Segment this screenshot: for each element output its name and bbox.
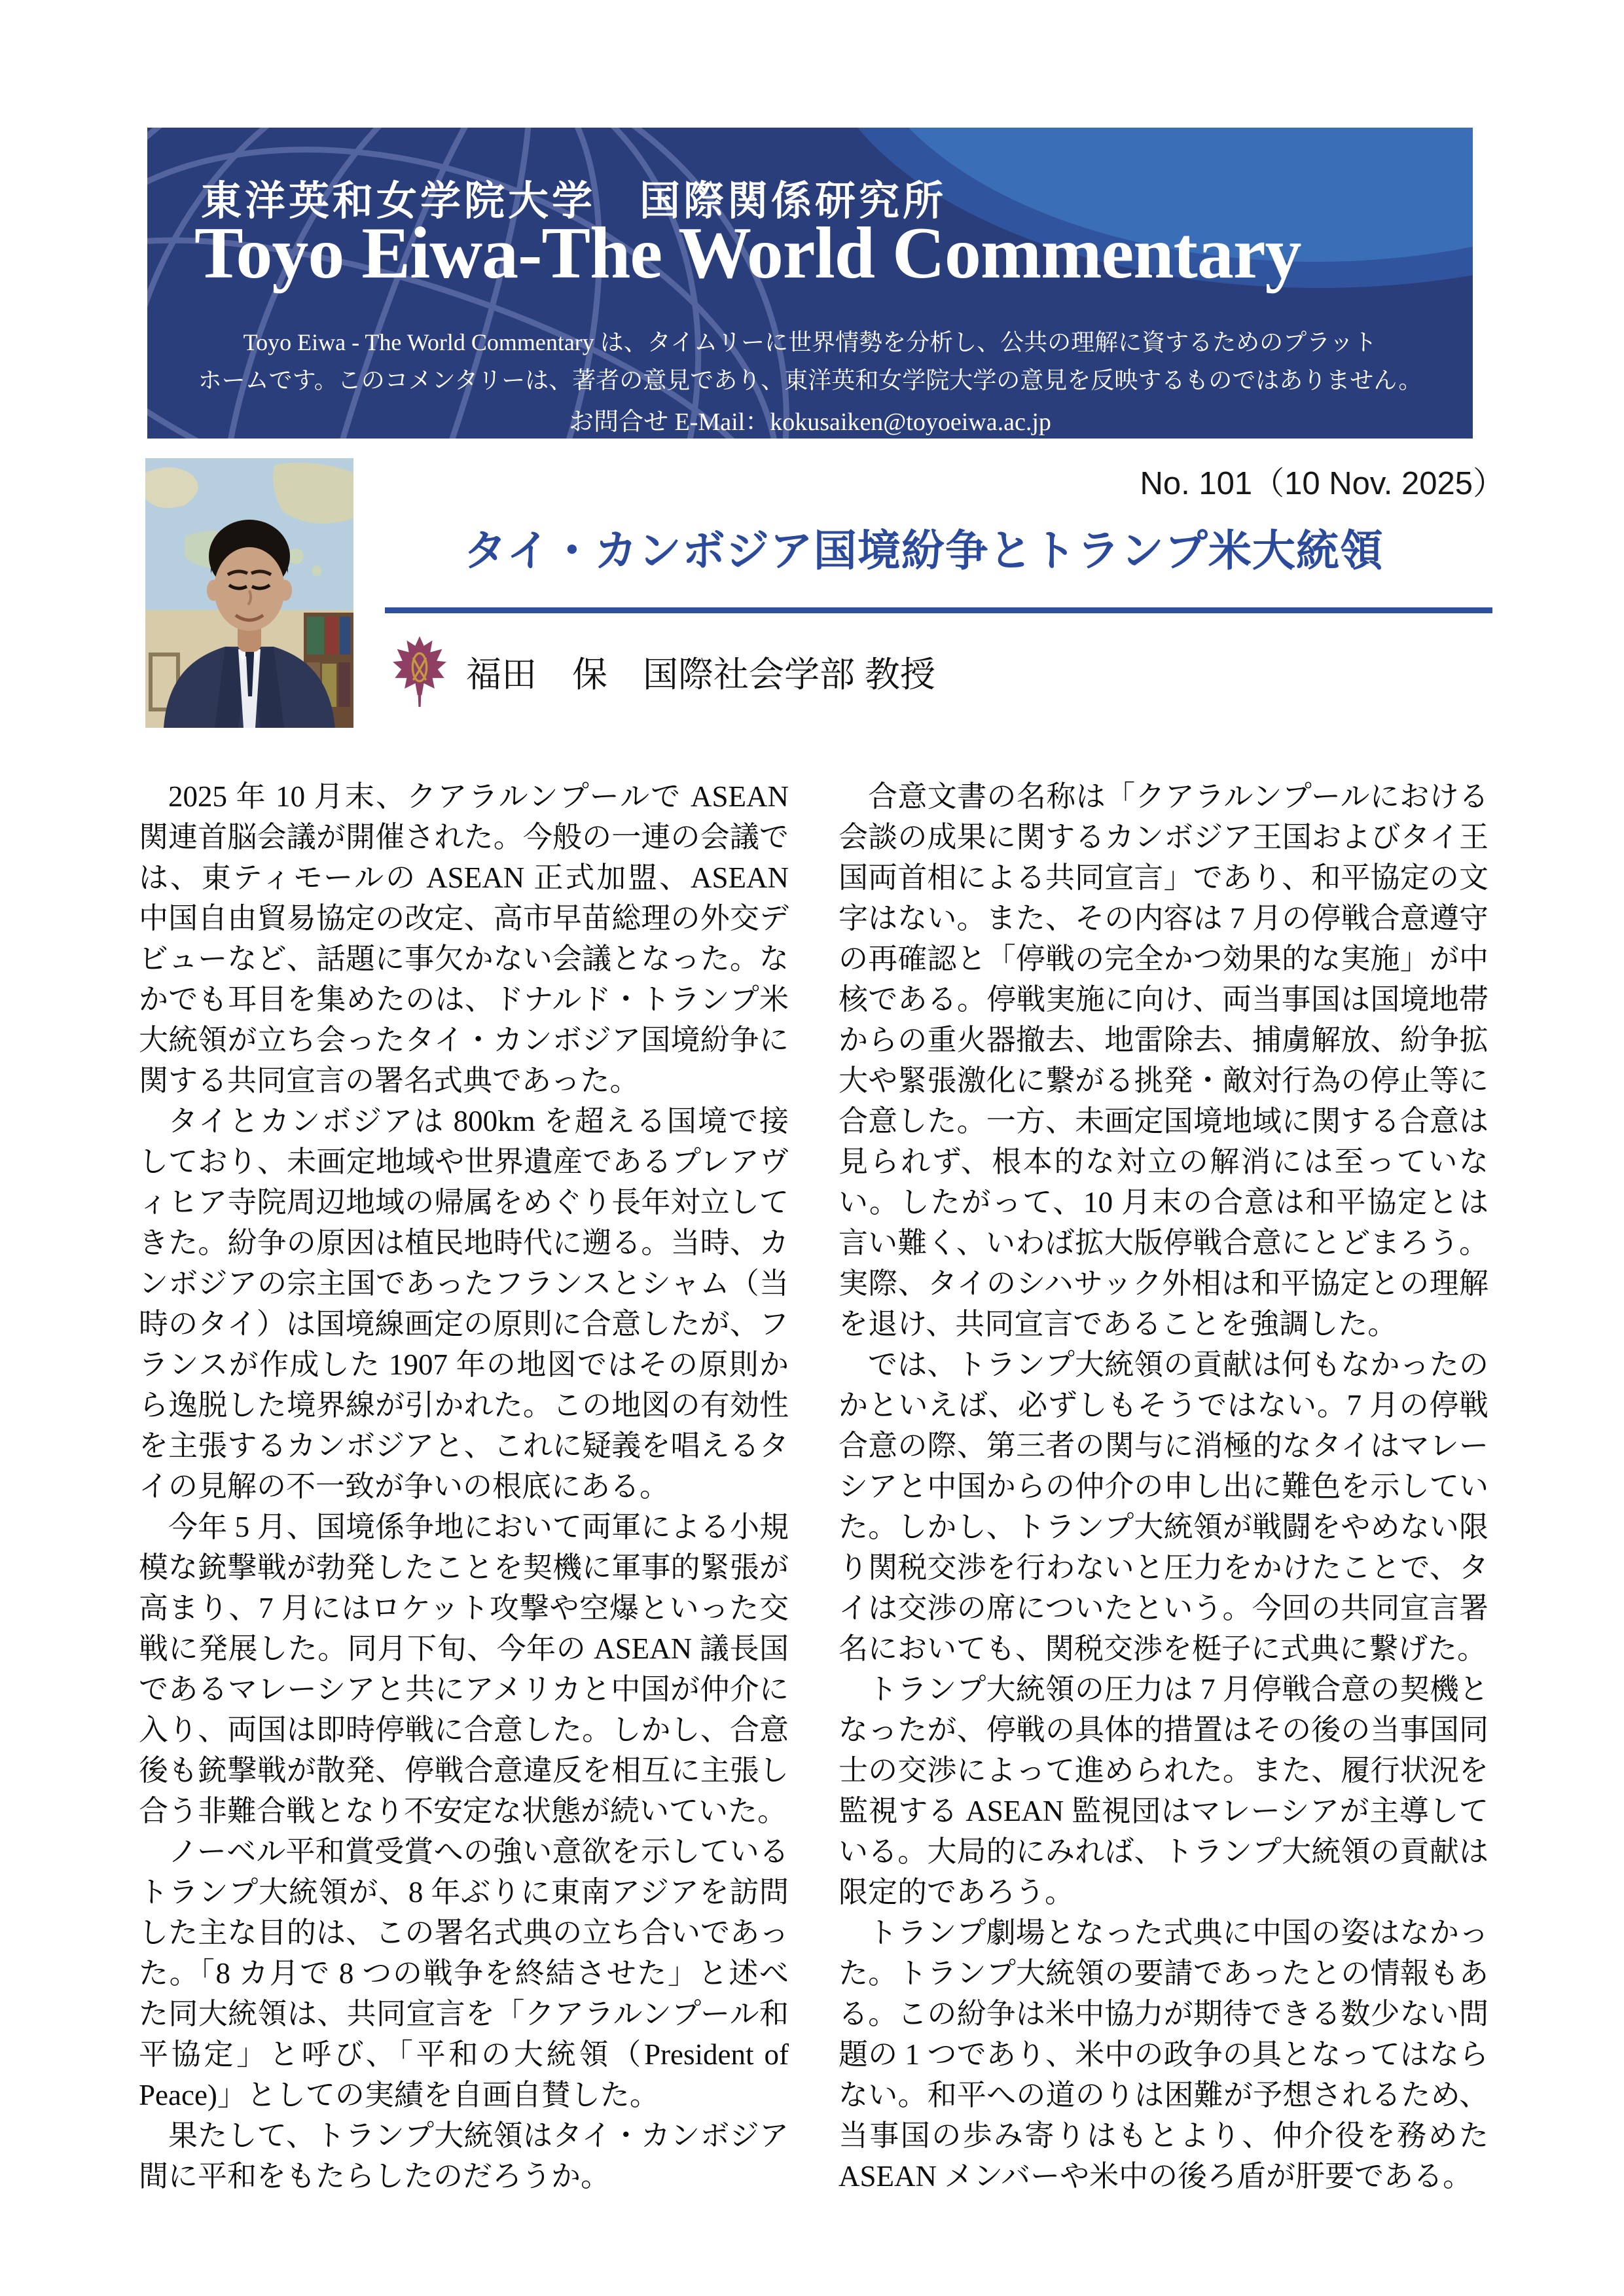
publication-description-line1: Toyo Eiwa - The World Commentary は、タイムリーに世界情勢を分析し、公共の理解に資するためのプラット (243, 329, 1377, 355)
body-paragraph: ノーベル平和賞受賞への強い意欲を示しているトランプ大統領が、8 年ぶりに東南アジアを訪問した主な目的は、この署名式典の立ち合いであった。「8 カ月で 8 つの戦争を終結させた」と述べた同大統領は、共同宣言を「クアラルンプール和平協定」と呼び、「平和の大統領（President of Peace)」としての実績を自画自賛した。 (139, 1835, 789, 2111)
body-paragraph: 今年 5 月、国境係争地において両軍による小規模な銃撃戦が勃発したことを契機に軍事的緊張が高まり、7 月にはロケット攻撃や空爆といった交戦に発展した。同月下旬、今年の ASEAN 議長国であるマレーシアと共にアメリカと中国が仲介に入り、両国は即時停戦に合意した。しかし、合意後も銃撃戦が散発、停戦合意違反を相互に主張し合う非難合戦となり不安定な状態が続いていた。 (139, 1511, 789, 1827)
body-right-column (839, 776, 1489, 2197)
publication-description-line2: ホームです。このコメンタリーは、著者の意見であり、東洋英和女学院大学の意見を反映するものではありません。 (198, 367, 1422, 393)
author-name-title: 福田 保 国際社会学部 教授 (466, 655, 936, 694)
publication-title: Toyo Eiwa-The World Commentary (194, 213, 1301, 294)
issue-number: No. 101（10 Nov. 2025） (1140, 466, 1505, 501)
body-paragraph: 合意文書の名称は「クアラルンプールにおける会談の成果に関するカンボジア王国およびタイ王国両首相による共同宣言」であり、和平協定の文字はない。また、その内容は 7 月の停戦合意遵守の再確認と「停戦の完全かつ効果的な実施」が中核である。停戦実施に向け、両当事国は国境地帯からの重火器撤去、地雷除去、捕虜解放、紛争拡大や緊張激化に繋がる挑発・敵対行為の停止等に合意した。一方、未画定国境地域に関する合意は見られず、根本的な対立の解消には至っていない。したがって、10 月末の合意は和平協定とは言い難く、いわば拡大版停戦合意にとどまろう。実際、タイのシハサック外相は和平協定との理解を退け、共同宣言であることを強調した。 (839, 780, 1489, 1340)
article-body (139, 776, 1489, 2197)
body-paragraph: トランプ大統領の圧力は 7 月停戦合意の契機となったが、停戦の具体的措置はその後の当事国同士の交渉によって進められた。また、履行状況を監視する ASEAN 監視団はマレーシアが主導している。大局的にみれば、トランプ大統領の貢献は限定的であろう。 (839, 1673, 1489, 1909)
body-paragraph: では、トランプ大統領の貢献は何もなかったのかといえば、必ずしもそうではない。7 月の停戦合意の際、第三者の関与に消極的なタイはマレーシアと中国からの仲介の申し出に難色を示していた。しかし、トランプ大統領が戦闘をやめない限り関税交渉を行わないと圧力をかけたことで、タイは交渉の席についたという。今回の共同宣言署名においても、関税交渉を梃子に式典に繋げた。 (839, 1348, 1489, 1665)
author-photo (145, 458, 353, 728)
body-paragraph: トランプ劇場となった式典に中国の姿はなかった。トランプ大統領の要請であったとの情報もある。この紛争は米中協力が期待できる数少ない問題の 1 つであり、米中の政争の具となってはならない。和平への道のりは困難が予想されるため、当事国の歩み寄りはもとより、仲介役を務めた ASEAN メンバーや米中の後ろ盾が肝要である。 (839, 1916, 1489, 2193)
maple-leaf-crest-icon (393, 636, 446, 707)
organization-name: 東洋英和女学院大学 国際関係研究所 (201, 179, 947, 224)
body-paragraph: タイとカンボジアは 800km を超える国境で接しており、未画定地域や世界遺産であるプレアヴィヒア寺院周辺地域の帰属をめぐり長年対立してきた。紛争の原因は植民地時代に遡る。当時、カンボジアの宗主国であったフランスとシャム（当時のタイ）は国境線画定の原則に合意したが、フランスが作成した 1907 年の地図ではその原則から逸脱した境界線が引かれた。この地図の有効性を主張するカンボジアと、これに疑義を唱えるタイの見解の不一致が争いの根底にある。 (139, 1105, 789, 1503)
body-paragraph: 2025 年 10 月末、クアラルンプールで ASEAN 関連首脳会議が開催された。今般の一連の会議では、東ティモールの ASEAN 正式加盟、ASEAN 中国自由貿易協定の改定、高市早苗総理の外交デビューなど、話題に事欠かない会議となった。なかでも耳目を集めたのは、ドナルド・トランプ米大統領が立ち会ったタイ・カンボジア国境紛争に関する共同宣言の署名式典であった。 (139, 780, 789, 1097)
header-banner (147, 128, 1473, 439)
body-left-column (139, 776, 789, 2197)
author-row (393, 634, 935, 709)
title-underline (385, 607, 1492, 613)
body-paragraph: 果たして、トランプ大統領はタイ・カンボジア間に平和をもたらしたのだろうか。 (139, 2119, 789, 2193)
article-title: タイ・カンボジア国境紛争とトランプ米大統領 (463, 526, 1384, 575)
contact-email-line: お問合せ E-Mail：kokusaiken@toyoeiwa.ac.jp (569, 408, 1051, 436)
